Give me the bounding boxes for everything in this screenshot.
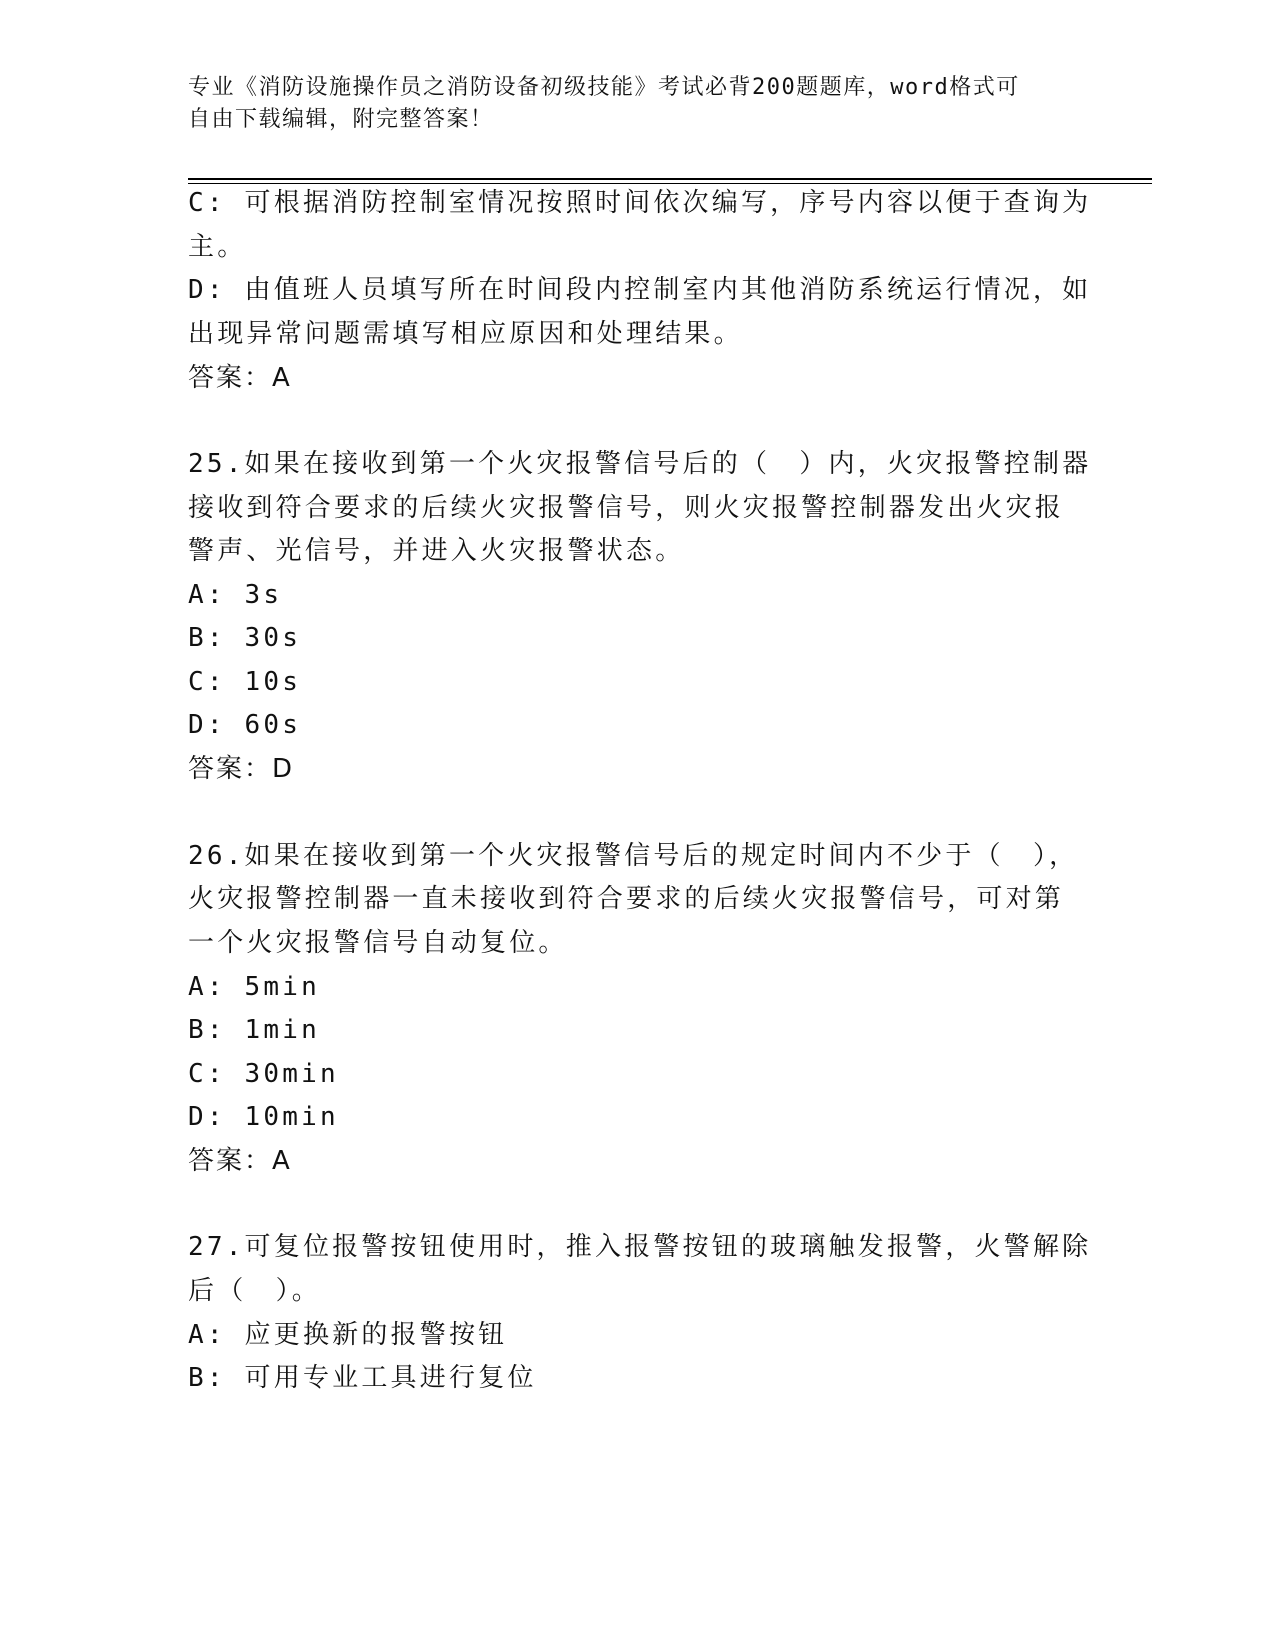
q26-stem-line-1: 26.如果在接收到第一个火灾报警信号后的规定时间内不少于（ ）， <box>188 841 1079 871</box>
q26-option-b: B: 1min <box>188 1015 320 1045</box>
q25-stem-line-2: 接收到符合要求的后续火灾报警信号，则火灾报警控制器发出火灾报 <box>188 493 1065 523</box>
q26-option-a: A: 5min <box>188 972 320 1002</box>
prev-option-c-line-2: 主。 <box>188 232 247 262</box>
q26-stem-line-2: 火灾报警控制器一直未接收到符合要求的后续火灾报警信号，可对第 <box>188 884 1065 914</box>
header-line-1: 专业《消防设施操作员之消防设备初级技能》考试必背200题题库，word格式可 <box>188 75 1020 100</box>
q25-option-d: D: 60s <box>188 710 302 740</box>
q25-option-b: B: 30s <box>188 623 302 653</box>
q25-option-a: A: 3s <box>188 580 283 610</box>
q27-option-b: B: 可用专业工具进行复位 <box>188 1363 537 1393</box>
q26-option-c: C: 30min <box>188 1059 339 1089</box>
prev-option-c-line-1: C: 可根据消防控制室情况按照时间依次编写，序号内容以便于查询为 <box>188 188 1092 218</box>
q25-answer: 答案：D <box>188 754 295 784</box>
q25-stem-line-1: 25.如果在接收到第一个火灾报警信号后的（ ）内，火灾报警控制器 <box>188 449 1092 479</box>
q25-stem-line-3: 警声、光信号，并进入火灾报警状态。 <box>188 536 685 566</box>
q27-option-a: A: 应更换新的报警按钮 <box>188 1320 508 1350</box>
q25-option-c: C: 10s <box>188 667 302 697</box>
header-line-2: 自由下载编辑，附完整答案！ <box>188 107 494 132</box>
prev-option-d-line-2: 出现异常问题需填写相应原因和处理结果。 <box>188 319 743 349</box>
document-header <box>188 72 1068 136</box>
q27-stem-line-2: 后（ ）。 <box>188 1276 322 1306</box>
prev-answer: 答案：A <box>188 363 292 393</box>
prev-option-d-line-1: D: 由值班人员填写所在时间段内控制室内其他消防系统运行情况，如 <box>188 275 1092 305</box>
q26-answer: 答案：A <box>188 1146 292 1176</box>
q26-option-d: D: 10min <box>188 1102 339 1132</box>
q26-stem-line-3: 一个火灾报警信号自动复位。 <box>188 928 568 958</box>
q27-stem-line-1: 27.可复位报警按钮使用时，推入报警按钮的玻璃触发报警，火警解除 <box>188 1232 1092 1262</box>
